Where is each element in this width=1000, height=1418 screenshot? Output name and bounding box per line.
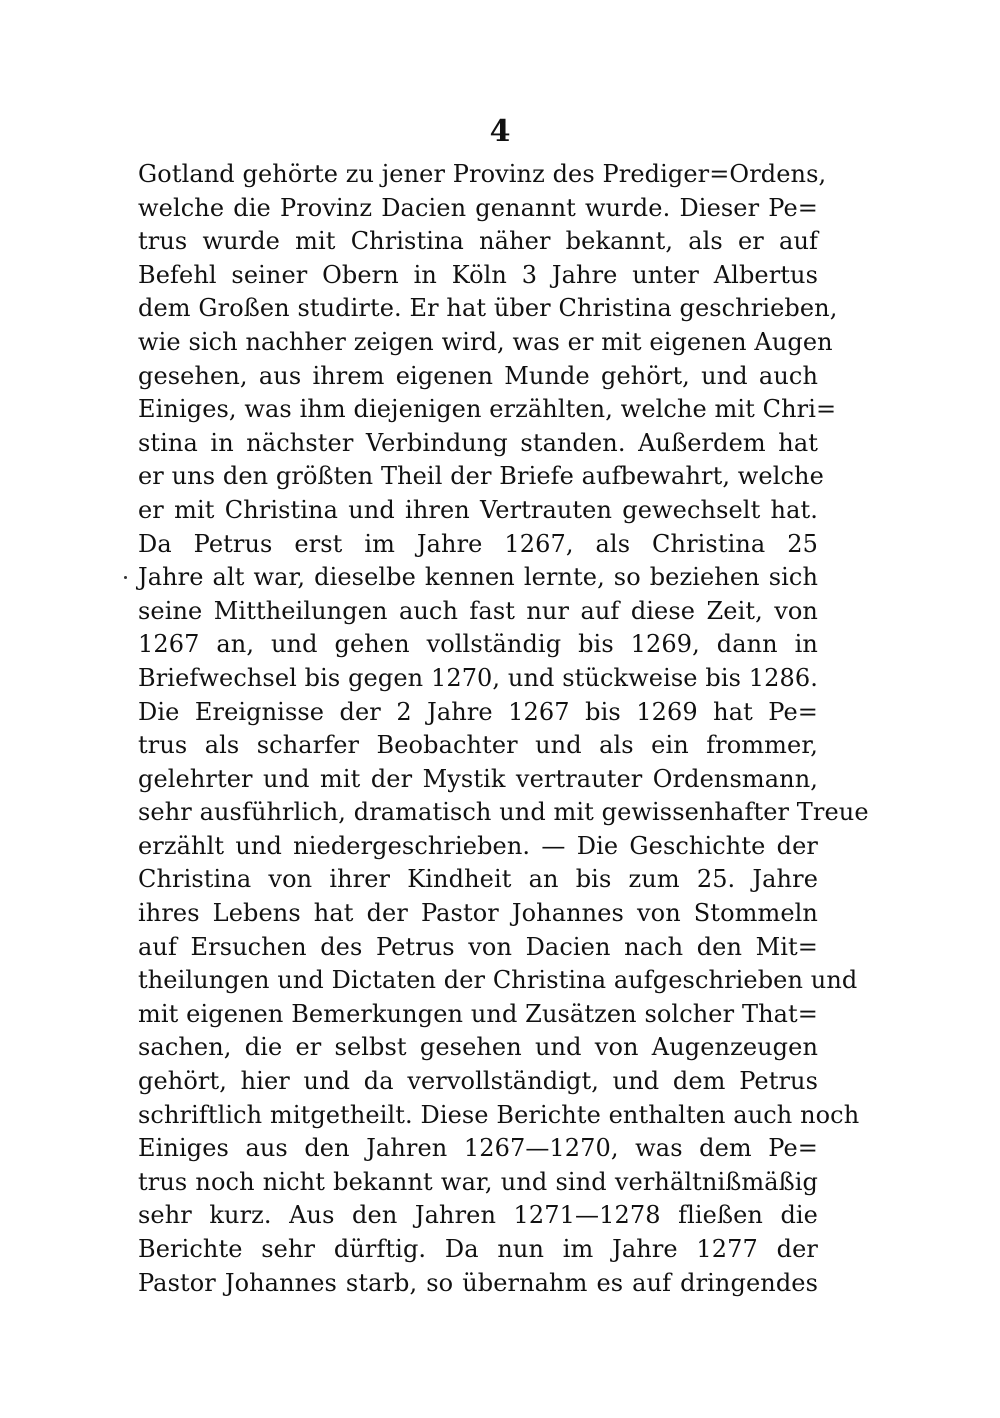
text-line: schriftlich mitgetheilt. Diese Berichte enthalten auch noch [138, 1100, 860, 1129]
text-line: ihres Lebens hat der Pastor Johannes von Stommeln [138, 899, 818, 928]
text-line: Einiges, was ihm diejenigen erzählten, welche mit Chri= [138, 395, 837, 424]
text-line: Briefwechsel bis gegen 1270, und stückweise bis 1286. [138, 663, 818, 692]
text-line: trus noch nicht bekannt war, und sind verhältnißmäßig [138, 1167, 818, 1196]
text-line: sachen, die er selbst gesehen und von Augenzeugen [138, 1033, 818, 1062]
text-line: er mit Christina und ihren Vertrauten gewechselt hat. [138, 495, 818, 524]
text-line: auf Ersuchen des Petrus von Dacien nach den Mit= [138, 932, 818, 961]
text-line: Einiges aus den Jahren 1267—1270, was dem Pe= [138, 1134, 818, 1163]
text-line: theilungen und Dictaten der Christina aufgeschrieben und [138, 966, 858, 995]
text-line: Da Petrus erst im Jahre 1267, als Christina 25 [138, 529, 818, 558]
text-line: trus wurde mit Christina näher bekannt, als er auf [138, 227, 818, 256]
text-line: sehr kurz. Aus den Jahren 1271—1278 fließen die [138, 1201, 818, 1230]
text-line: Gotland gehörte zu jener Provinz des Prediger=Ordens, [138, 160, 827, 188]
text-line: Berichte sehr dürftig. Da nun im Jahre 1277 der [138, 1235, 818, 1263]
text-line: trus als scharfer Beobachter und als ein frommer, [138, 731, 818, 760]
text-line: Befehl seiner Obern in Köln 3 Jahre unter Albertus [138, 260, 818, 289]
text-line: erzählt und niedergeschrieben. — Die Geschichte der [138, 831, 818, 860]
text-line: er uns den größten Theil der Briefe aufbewahrt, welche [138, 462, 824, 491]
text-line: seine Mittheilungen auch fast nur auf diese Zeit, von [138, 596, 818, 625]
text-line: sehr ausführlich, dramatisch und mit gewissenhafter Treue [138, 798, 869, 827]
text-line: wie sich nachher zeigen wird, was er mit eigenen Augen [138, 327, 833, 356]
text-line: dem Großen studirte. Er hat über Christina geschrieben, [138, 294, 838, 323]
text-line: welche die Provinz Dacien genannt wurde. Dieser Pe= [138, 193, 818, 222]
text-line: gehört, hier und da vervollständigt, und dem Petrus [138, 1067, 818, 1096]
text-line: Jahre alt war, dieselbe kennen lernte, so beziehen sich [138, 563, 818, 592]
text-line: gelehrter und mit der Mystik vertrauter Ordensmann, [138, 764, 818, 793]
text-line: Pastor Johannes starb, so übernahm es auf dringendes [138, 1268, 818, 1297]
page-number: 4 [489, 114, 511, 149]
text-line: mit eigenen Bemerkungen und Zusätzen solcher That= [138, 999, 818, 1028]
text-line: Die Ereignisse der 2 Jahre 1267 bis 1269 hat Pe= [138, 697, 818, 726]
text-line: stina in nächster Verbindung standen. Außerdem hat [138, 428, 818, 457]
body-text [138, 158, 869, 1300]
ink-speck [124, 576, 127, 579]
text-line: gesehen, aus ihrem eigenen Munde gehört, und auch [138, 361, 818, 390]
text-line: Christina von ihrer Kindheit an bis zum 25. Jahre [138, 865, 818, 894]
text-line: 1267 an, und gehen vollständig bis 1269, dann in [138, 630, 818, 659]
